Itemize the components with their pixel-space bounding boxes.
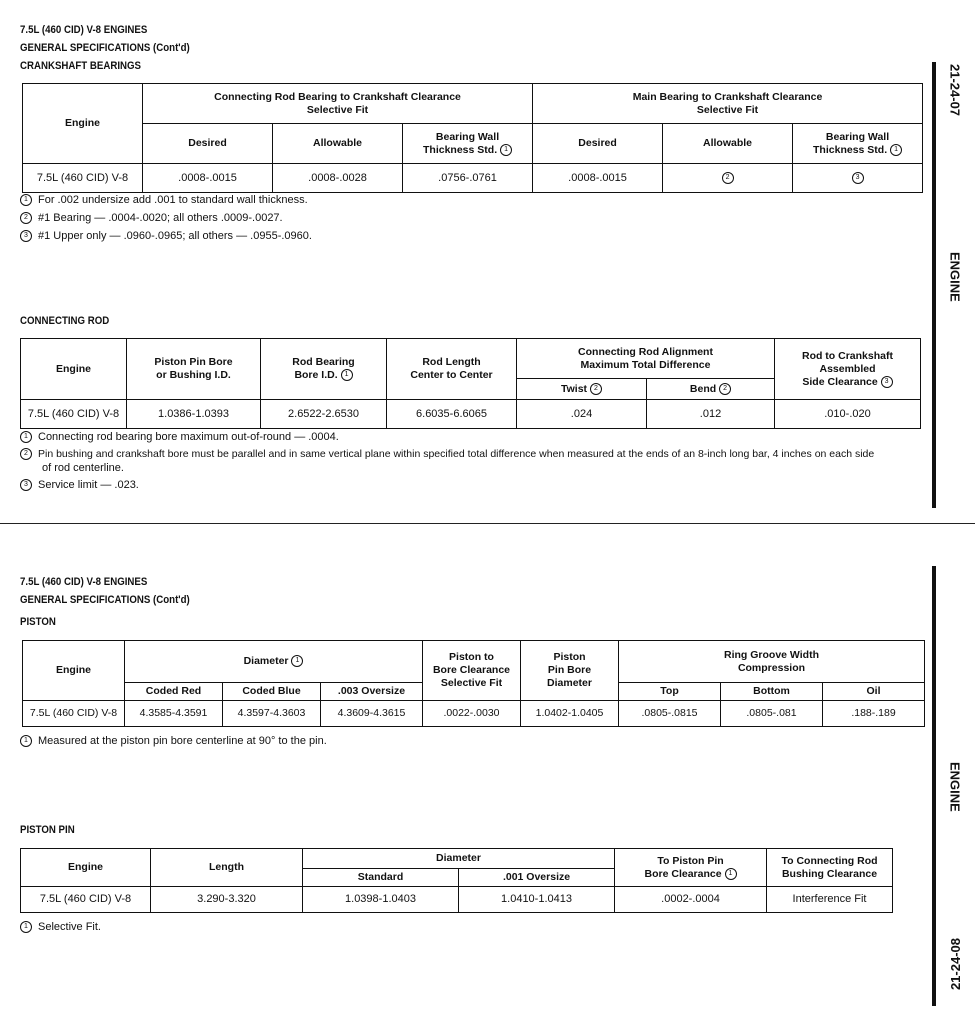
header-main-desired: Desired <box>533 124 663 164</box>
header-oil: Oil <box>823 683 925 701</box>
cell-oversize: 1.0410-1.0413 <box>459 887 615 913</box>
crankshaft-note-2: 2 #1 Bearing — .0004-.0020; all others .0009-.0027. <box>20 211 283 225</box>
note-marker-1: 1 <box>291 655 303 667</box>
cell-oil: .188-.189 <box>823 701 925 727</box>
header-pin-bore-diameter: Piston Pin Bore Diameter <box>521 641 619 701</box>
header-bend: Bend 2 <box>647 379 775 400</box>
header-top: Top <box>619 683 721 701</box>
cell-coded-red: 4.3585-4.3591 <box>125 701 223 727</box>
connecting-rod-note-2-cont: of rod centerline. <box>42 462 124 474</box>
cell-engine: 7.5L (460 CID) V-8 <box>23 701 125 727</box>
piston-pin-note-1: 1 Selective Fit. <box>20 920 101 934</box>
header-diameter: Diameter <box>303 849 615 869</box>
header-rod-allowable: Allowable <box>273 124 403 164</box>
note-marker-3: 3 <box>20 230 32 242</box>
cell-main-desired: .0008-.0015 <box>533 164 663 193</box>
cell-oversize: 4.3609-4.3615 <box>321 701 423 727</box>
section-label-top: ENGINE <box>947 252 963 302</box>
note-marker-1: 1 <box>725 868 737 880</box>
cell-engine: 7.5L (460 CID) V-8 <box>21 887 151 913</box>
header-rod-length: Rod Length Center to Center <box>387 339 517 400</box>
note-marker-1: 1 <box>890 144 902 156</box>
header-coded-blue: Coded Blue <box>223 683 321 701</box>
cell-bottom: .0805-.081 <box>721 701 823 727</box>
page-number-top: 21-24-07 <box>947 64 963 117</box>
piston-table <box>22 640 925 727</box>
header-main-allowable: Allowable <box>663 124 793 164</box>
header-bore-clearance: Piston to Bore Clearance Selective Fit <box>423 641 521 701</box>
cell-main-allowable <box>663 164 793 193</box>
header-oversize: .001 Oversize <box>459 869 615 887</box>
cell-rod-bearing: 2.6522-2.6530 <box>261 400 387 429</box>
header-side-clearance: Rod to Crankshaft Assembled Side Clearance 3 <box>775 339 921 400</box>
page1-heading: 7.5L (460 CID) V-8 ENGINES <box>20 24 148 36</box>
cell-rod-wall: .0756-.0761 <box>403 164 533 193</box>
cell-rod-desired: .0008-.0015 <box>143 164 273 193</box>
page-separator <box>0 523 975 524</box>
header-bushing-clearance: To Connecting Rod Bushing Clearance <box>767 849 893 887</box>
cell-bend: .012 <box>647 400 775 429</box>
crankshaft-note-1: 1 For .002 undersize add .001 to standard wall thickness. <box>20 193 308 207</box>
note-marker-2: 2 <box>722 172 734 184</box>
header-engine: Engine <box>23 641 125 701</box>
connecting-rod-table <box>20 338 921 429</box>
note-marker-1: 1 <box>20 194 32 206</box>
cell-length: 3.290-3.320 <box>151 887 303 913</box>
cell-side-clearance: .010-.020 <box>775 400 921 429</box>
header-twist: Twist 2 <box>517 379 647 400</box>
table-row <box>23 164 923 193</box>
header-engine: Engine <box>21 849 151 887</box>
cell-rod-length: 6.6035-6.6065 <box>387 400 517 429</box>
header-rod-bearing-bore: Rod Bearing Bore I.D. 1 <box>261 339 387 400</box>
cell-bushing-clearance: Interference Fit <box>767 887 893 913</box>
page1-subheading: GENERAL SPECIFICATIONS (Cont'd) <box>20 42 190 54</box>
note-marker-2: 2 <box>719 383 731 395</box>
header-oversize: .003 Oversize <box>321 683 423 701</box>
cell-clearance: .0022-.0030 <box>423 701 521 727</box>
piston-note-1: 1 Measured at the piston pin bore centerline at 90° to the pin. <box>20 734 327 748</box>
header-engine: Engine <box>21 339 127 400</box>
header-coded-red: Coded Red <box>125 683 223 701</box>
header-length: Length <box>151 849 303 887</box>
note-marker-1: 1 <box>341 369 353 381</box>
cell-engine: 7.5L (460 CID) V-8 <box>23 164 143 193</box>
note-marker-2: 2 <box>20 212 32 224</box>
cell-standard: 1.0398-1.0403 <box>303 887 459 913</box>
note-marker-3: 3 <box>852 172 864 184</box>
note-marker-1: 1 <box>20 431 32 443</box>
piston-section-title: PISTON <box>20 616 56 628</box>
cell-twist: .024 <box>517 400 647 429</box>
note-marker-1: 1 <box>20 735 32 747</box>
page2-heading: 7.5L (460 CID) V-8 ENGINES <box>20 576 148 588</box>
header-main-wall-thickness: Bearing Wall Thickness Std. 1 <box>793 124 923 164</box>
note-marker-2: 2 <box>590 383 602 395</box>
note-marker-2: 2 <box>20 448 32 460</box>
cell-pin-bore: 1.0402-1.0405 <box>521 701 619 727</box>
header-diameter: Diameter 1 <box>125 641 423 683</box>
crankshaft-bearings-table <box>22 83 923 193</box>
header-rod-alignment: Connecting Rod Alignment Maximum Total Difference <box>517 339 775 379</box>
header-standard: Standard <box>303 869 459 887</box>
header-piston-pin-bore: Piston Pin Bore or Bushing I.D. <box>127 339 261 400</box>
cell-engine: 7.5L (460 CID) V-8 <box>21 400 127 429</box>
cell-top: .0805-.0815 <box>619 701 721 727</box>
note-marker-1: 1 <box>20 921 32 933</box>
cell-coded-blue: 4.3597-4.3603 <box>223 701 321 727</box>
page2-subheading: GENERAL SPECIFICATIONS (Cont'd) <box>20 594 190 606</box>
connecting-rod-note-1: 1 Connecting rod bearing bore maximum out-of-round — .0004. <box>20 430 339 444</box>
note-marker-1: 1 <box>500 144 512 156</box>
cell-main-wall <box>793 164 923 193</box>
header-rod-wall-thickness: Bearing Wall Thickness Std. 1 <box>403 124 533 164</box>
piston-pin-section-title: PISTON PIN <box>20 824 75 836</box>
cell-pin-bore: 1.0386-1.0393 <box>127 400 261 429</box>
connecting-rod-note-2: 2 Pin bushing and crankshaft bore must be parallel and in same vertical plane within specified total difference when measured at the ends of an 8-inch long bar, 4 inches on each side <box>20 447 874 461</box>
table-row <box>23 701 925 727</box>
margin-rule-bottom <box>932 566 936 1006</box>
header-rod-bearing-clearance: Connecting Rod Bearing to Crankshaft Clearance Selective Fit <box>143 84 533 124</box>
piston-pin-table <box>20 848 893 913</box>
cell-bore-clearance: .0002-.0004 <box>615 887 767 913</box>
header-bottom: Bottom <box>721 683 823 701</box>
connecting-rod-section-title: CONNECTING ROD <box>20 315 110 327</box>
crankshaft-note-3: 3 #1 Upper only — .0960-.0965; all others — .0955-.0960. <box>20 229 312 243</box>
header-ring-groove-width: Ring Groove Width Compression <box>619 641 925 683</box>
note-marker-3: 3 <box>881 376 893 388</box>
table-row <box>21 400 921 429</box>
section-label-bottom: ENGINE <box>947 762 963 812</box>
cell-rod-allowable: .0008-.0028 <box>273 164 403 193</box>
header-rod-desired: Desired <box>143 124 273 164</box>
header-engine: Engine <box>23 84 143 164</box>
note-marker-3: 3 <box>20 479 32 491</box>
header-bore-clearance: To Piston Pin Bore Clearance 1 <box>615 849 767 887</box>
header-main-bearing-clearance: Main Bearing to Crankshaft Clearance Selective Fit <box>533 84 923 124</box>
crankshaft-section-title: CRANKSHAFT BEARINGS <box>20 60 141 72</box>
page-number-bottom: 21-24-08 <box>947 938 963 991</box>
table-row <box>21 887 893 913</box>
connecting-rod-note-3: 3 Service limit — .023. <box>20 478 139 492</box>
margin-rule-top <box>932 62 936 508</box>
